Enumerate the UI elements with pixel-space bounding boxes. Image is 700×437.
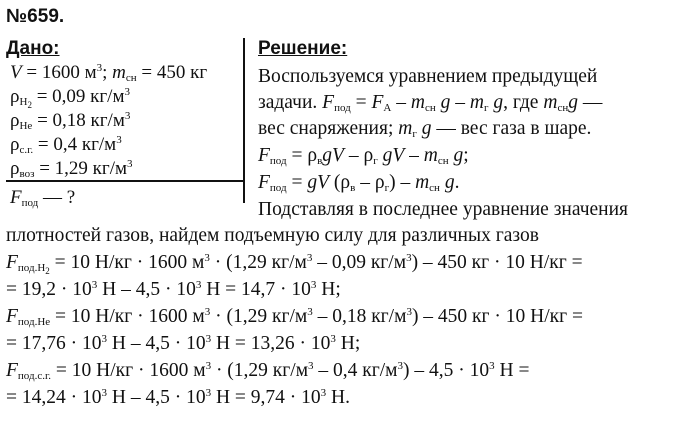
given-density-air: $\rho_{воз} = 1,29$ $кг/м^3$ xyxy=(10,158,133,180)
given-density-sg: $\rho_{с.г.} = 0,4$ $кг/м^3$ xyxy=(10,134,122,156)
equation-lift-force-factored: $F_{под}$ = gV $(\rho_в - \rho_г) - m_{сн}$ g. xyxy=(258,172,460,194)
solution-text-line: Воспользуемся уравнением предыдущей xyxy=(258,66,598,87)
given-header: Дано: xyxy=(6,38,60,59)
calc-helium: $F_{под.He} = 10$ Н/кг · 1600 $м^3 \cdot (1,29$ $кг/м^3 - 0,18$ $кг/м^3) - 450$ кг · 10 Н/кг = xyxy=(6,306,583,328)
calc-hydrogen-result: = $19,2 \cdot 10^3$ $Н - 4,5 \cdot 10^3$ $Н = 14,7 \cdot 10^3$ Н; xyxy=(6,279,341,300)
calc-lighting-gas-result: = $14,24 \cdot 10^3$ $Н - 4,5 \cdot 10^3$ $Н = 9,74 \cdot 10^3$ Н. xyxy=(6,387,350,408)
calc-helium-result: = $17,76 \cdot 10^3$ $Н - 4,5 \cdot 10^3$ $Н = 13,26 \cdot 10^3$ Н; xyxy=(6,333,361,354)
find-quantity: $F_{под}$ — ? xyxy=(10,187,76,209)
calc-lighting-gas: $F_{под.с.г.} = 10$ Н/кг · 1600 $м^3 \cdot (1,29$ $кг/м^3 - 0,4$ $кг/м^3) - 4,5 \cdot 10^3$ Н = xyxy=(6,360,530,382)
given-divider xyxy=(6,180,243,182)
problem-number: №659. xyxy=(6,6,65,27)
solution-text-line: Подставляя в последнее уравнение значения xyxy=(258,199,629,220)
equation-lift-force: $F_{под} = \rho_вgV - \rho_г$ gV – $m_{сн}$ g; xyxy=(258,145,469,167)
solution-header: Решение: xyxy=(258,38,348,59)
solution-text-line: задачи. $F_{под} = F_A - m_{сн}$ g – $m_г$ g, где $m_{сн}g$ — xyxy=(258,92,603,114)
calc-hydrogen: $F_{под.H_2} = 10$ Н/кг · 1600 $м^3 \cdot (1,29$ $кг/м^3 - 0,09$ $кг/м^3) - 450$ кг · 10 Н/кг = xyxy=(6,252,583,276)
given-volume-mass: V = 1600 $м^3$; $m_{сн} = 450$ кг xyxy=(10,62,208,84)
solution-text-line: плотностей газов, найдем подъемную силу для различных газов xyxy=(6,225,539,246)
column-divider xyxy=(243,38,245,203)
given-density-h2: $\rho_{H_2} = 0,09$ $кг/м^3$ xyxy=(10,86,130,110)
given-density-he: $\rho_{He} = 0,18$ $кг/м^3$ xyxy=(10,110,131,132)
solution-text-line: вес снаряжения; $m_г$ g — вес газа в шаре. xyxy=(258,118,592,140)
